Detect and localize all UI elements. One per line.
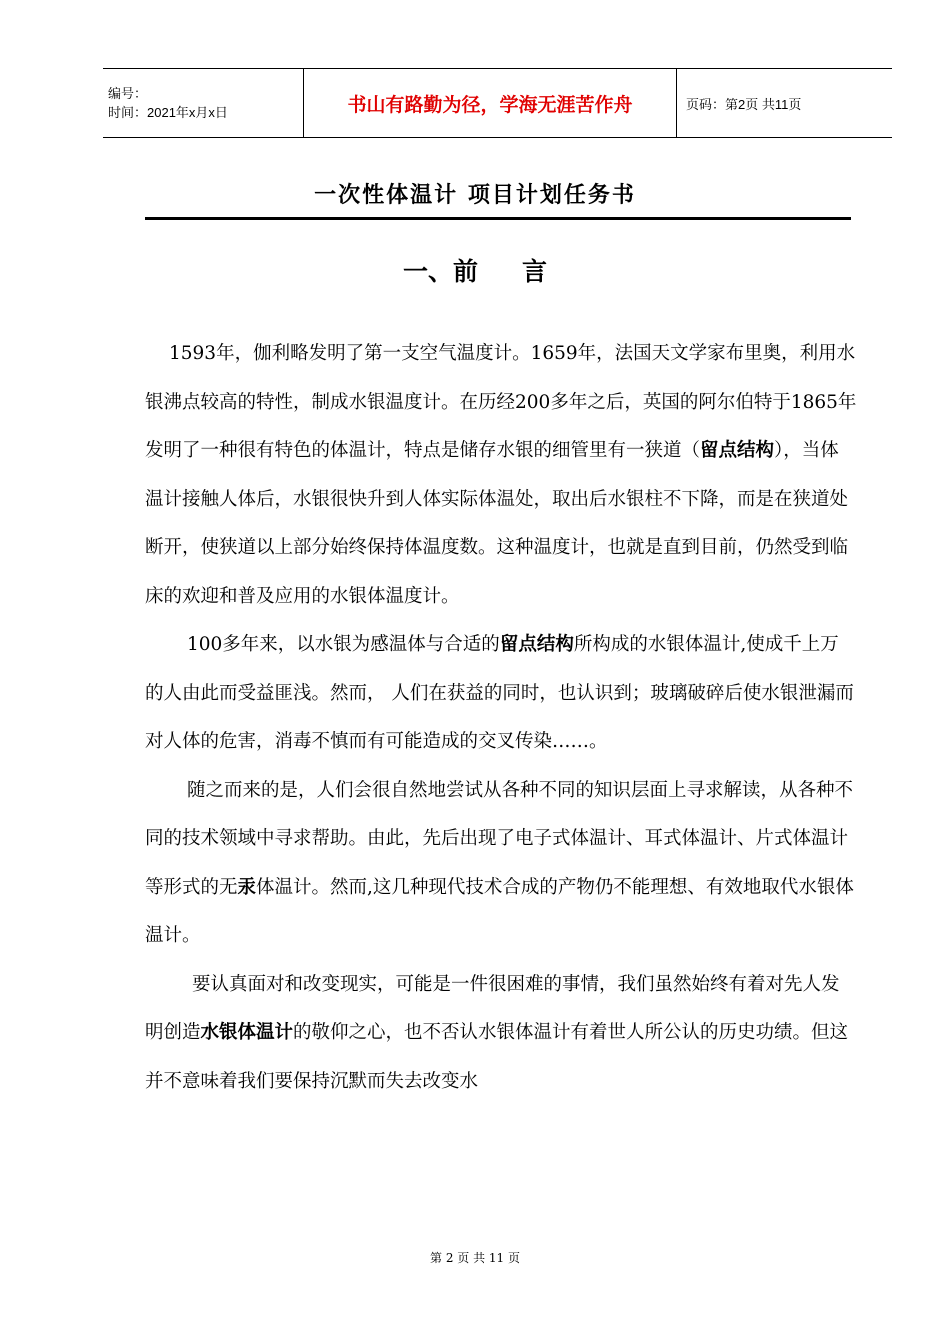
serial-label: 编号： [108,86,148,101]
time-label: 时间：2021年x月x日 [108,105,228,120]
page-info-cell [677,69,892,137]
title-rule [145,217,851,220]
page-info: 页码：第2页 共11页 [686,96,802,112]
section-heading-number: 一、前 [402,257,478,286]
bold-term: 留点结构 [499,634,574,655]
section-heading [0,252,950,288]
page-footer: 第 2 页 共 11 页 [430,1251,520,1265]
bold-term: 汞 [237,876,257,898]
motto-text: 书山有路勤为径，学海无涯苦作舟 [347,93,633,116]
section-heading-word: 言 [522,257,548,286]
document-title: 一次性体温计 项目计划任务书 [314,183,636,208]
paragraph-1: 1593年，伽利略发明了第一支空气温度计。1659年，法国天文学家布里奥，利用水银沸点较高的特性，制成水银温度计。在历经200多年之后，英国的阿尔伯特于1865年发明了一种很有特色的体温计，特点是储存水银的细管里有一狭道（留点结构），当体温计接触人体后，水银很快升到人体实际体温处，取出后水银柱不下降，而是在狭道处断开，使狭道以上部分始终保持体温度数。这种温度计，也就是直到目前，仍然受到临床的欢迎和普及应用的水银体温度计。 [145,343,857,607]
header-left-cell [103,69,304,137]
body-text [145,330,857,1106]
header-table [103,68,892,138]
bold-term: 留点结构 [700,440,775,461]
motto-cell [304,69,677,137]
paragraph-2: 100多年来，以水银为感温体与合适的留点结构所构成的水银体温计,使成千上万的人由此而受益匪浅。然而， 人们在获益的同时，也认识到；玻璃破碎后使水银泄漏而对人体的危害，消毒不慎而有可能造成的交叉传染……。 [145,634,854,752]
paragraph-4: 要认真面对和改变现实，可能是一件很困难的事情，我们虽然始终有着对先人发明创造水银体温计的敬仰之心，也不否认水银体温计有着世人所公认的历史功绩。但这并不意味着我们要保持沉默而失去改变水 [145,973,849,1092]
bold-term: 水银体温计 [200,1022,294,1043]
paragraph-3: 随之而来的是，人们会很自然地尝试从各种不同的知识层面上寻求解读，从各种不同的技术领域中寻求帮助。由此，先后出现了电子式体温计、耳式体温计、片式体温计等形式的无汞体温计。然而,这几种现代技术合成的产物仍不能理想、有效地取代水银体温计。 [145,779,854,946]
